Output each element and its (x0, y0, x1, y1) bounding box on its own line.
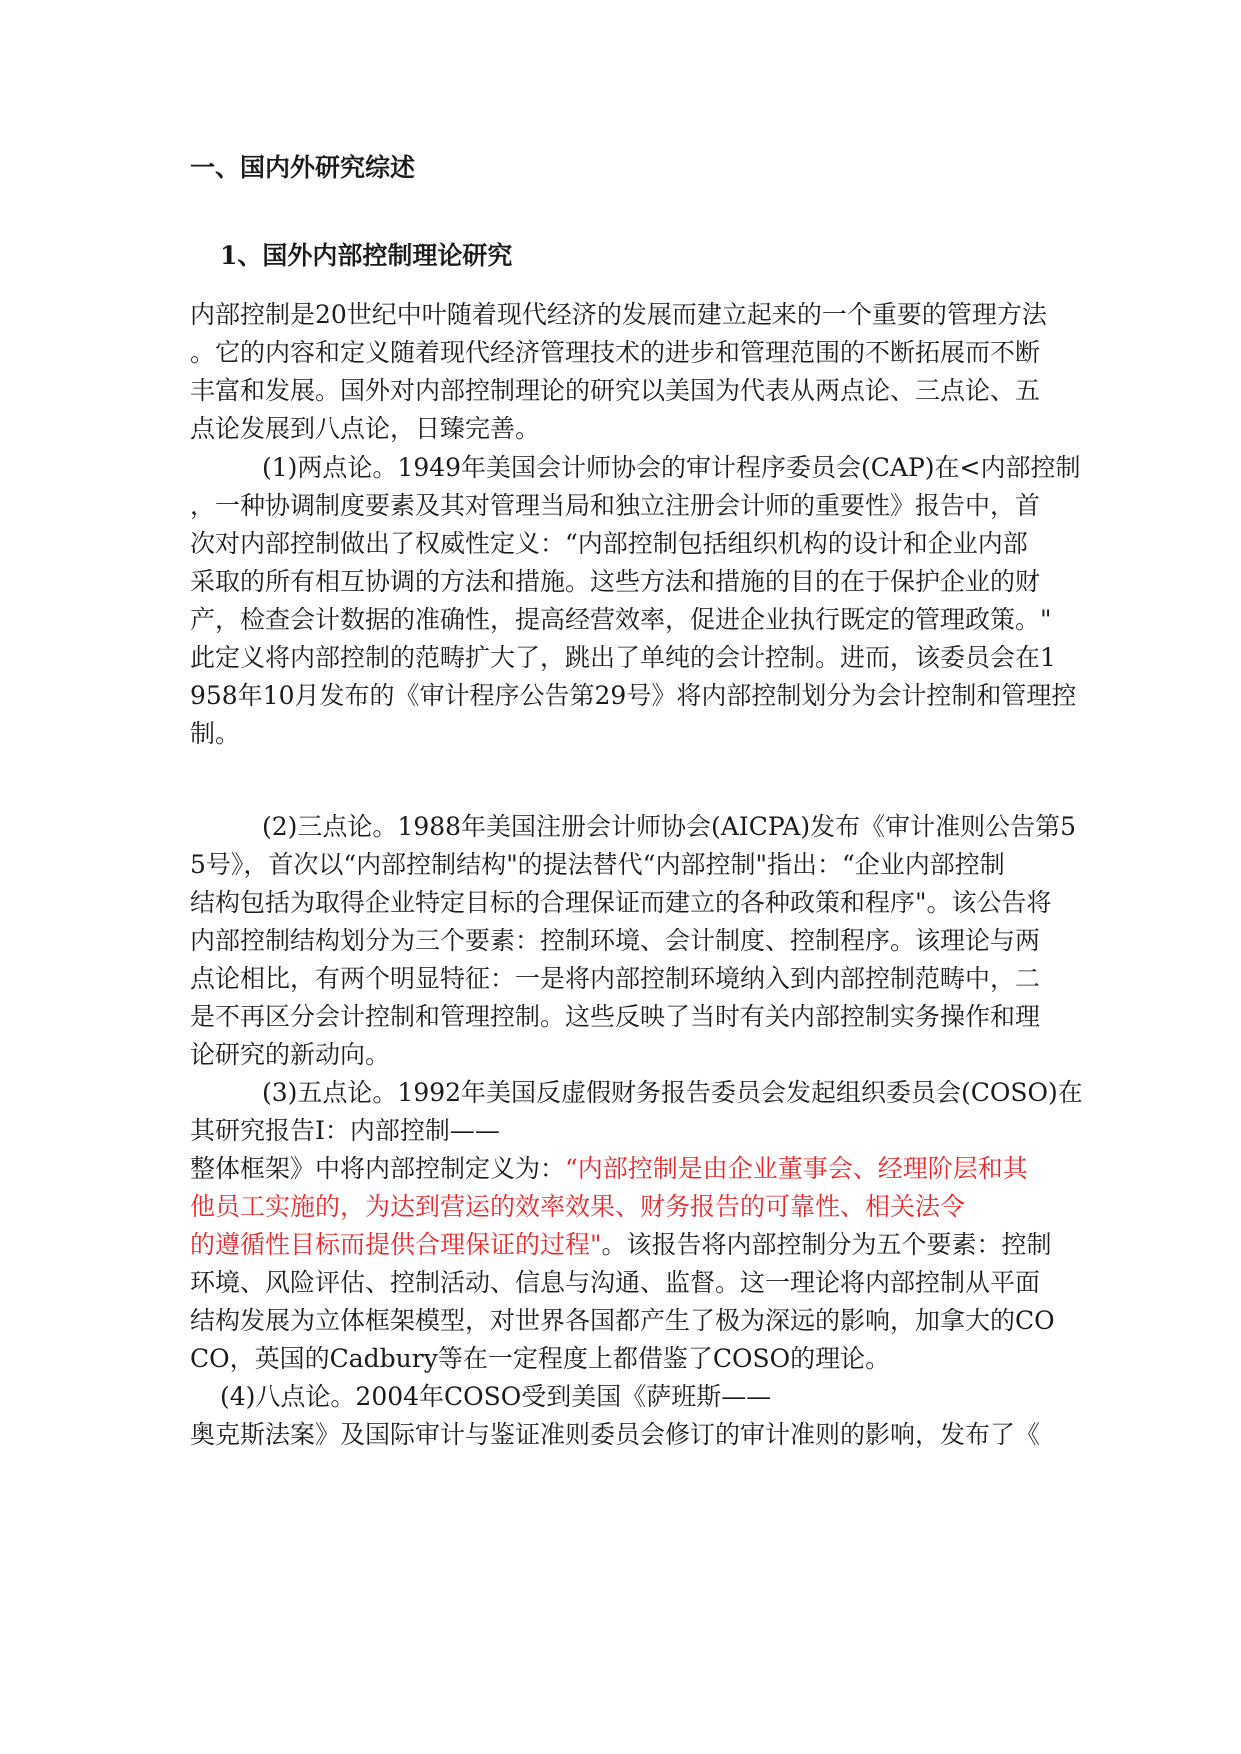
p3-line-2: 其研究报告I：内部控制—— (190, 1116, 500, 1145)
p4-line-1: (4)八点论。2004年COSO受到美国《萨班斯—— (220, 1382, 772, 1411)
p2-line-7: 论研究的新动向。 (190, 1040, 391, 1069)
p2-line-6: 是不再区分会计控制和管理控制。这些反映了当时有关内部控制实务操作和理 (190, 1002, 1041, 1031)
section-heading: 一、国内外研究综述 (190, 153, 416, 182)
p1-line-1: (1)两点论。1949年美国会计师协会的审计程序委员会(CAP)在<内部控制 (262, 453, 1081, 482)
p3-definition-quote-start: “内部控制是由企业董事会、经理阶层和其 (565, 1154, 1028, 1183)
intro-line-1: 内部控制是20世纪中叶随着现代经济的发展而建立起来的一个重要的管理方法 (190, 300, 1047, 329)
p1-line-2: ，一种协调制度要素及其对管理当局和独立注册会计师的重要性》报告中，首 (190, 491, 1041, 520)
p3-line-5-normal: 。该报告将内部控制分为五个要素：控制 (601, 1230, 1052, 1259)
p1-line-8: 制。 (190, 719, 241, 748)
p1-line-7: 958年10月发布的《审计程序公告第29号》将内部控制划分为会计控制和管理控 (190, 681, 1077, 710)
p3-line-3-normal: 整体框架》中将内部控制定义为： (190, 1154, 566, 1183)
intro-line-2: 。它的内容和定义随着现代经济管理技术的进步和管理范围的不断拓展而不断 (190, 338, 1041, 367)
p1-line-3: 次对内部控制做出了权威性定义：“内部控制包括组织机构的设计和企业内部 (190, 529, 1028, 558)
intro-line-3: 丰富和发展。国外对内部控制理论的研究以美国为代表从两点论、三点论、五 (190, 376, 1041, 405)
p2-line-3: 结构包括为取得企业特定目标的合理保证而建立的各种政策和程序"。该公告将 (190, 888, 1052, 917)
p3-line-3 (190, 1152, 1028, 1186)
p4-line-2: 奥克斯法案》及国际审计与鉴证准则委员会修订的审计准则的影响，发布了《 (190, 1420, 1041, 1449)
p2-line-2: 5号》，首次以“内部控制结构"的提法替代“内部控制"指出：“企业内部控制 (190, 850, 1005, 879)
p1-line-4: 采取的所有相互协调的方法和措施。这些方法和措施的目的在于保护企业的财 (190, 567, 1041, 596)
p2-line-4: 内部控制结构划分为三个要素：控制环境、会计制度、控制程序。该理论与两 (190, 926, 1041, 955)
p3-definition-quote-middle: 他员工实施的，为达到营运的效率效果、财务报告的可靠性、相关法令 (190, 1192, 966, 1221)
intro-line-4: 点论发展到八点论，日臻完善。 (190, 414, 541, 443)
p3-definition-quote-end: 的遵循性目标而提供合理保证的过程" (190, 1230, 602, 1259)
p3-line-6: 环境、风险评估、控制活动、信息与沟通、监督。这一理论将内部控制从平面 (190, 1268, 1041, 1297)
p3-line-8: CO，英国的Cadbury等在一定程度上都借鉴了COSO的理论。 (190, 1344, 891, 1373)
p2-line-1: (2)三点论。1988年美国注册会计师协会(AICPA)发布《审计准则公告第5 (262, 812, 1077, 841)
p1-line-5: 产，检查会计数据的准确性，提高经营效率，促进企业执行既定的管理政策。" (190, 605, 1052, 634)
p1-line-6: 此定义将内部控制的范畴扩大了，跳出了单纯的会计控制。进而，该委员会在1 (190, 643, 1056, 672)
p2-line-5: 点论相比，有两个明显特征：一是将内部控制环境纳入到内部控制范畴中，二 (190, 964, 1041, 993)
p3-line-7: 结构发展为立体框架模型，对世界各国都产生了极为深远的影响，加拿大的CO (190, 1306, 1055, 1335)
subsection-heading: 1、国外内部控制理论研究 (220, 241, 513, 270)
p3-line-1: (3)五点论。1992年美国反虚假财务报告委员会发起组织委员会(COSO)在 (262, 1078, 1083, 1107)
p3-line-5 (190, 1228, 1052, 1262)
